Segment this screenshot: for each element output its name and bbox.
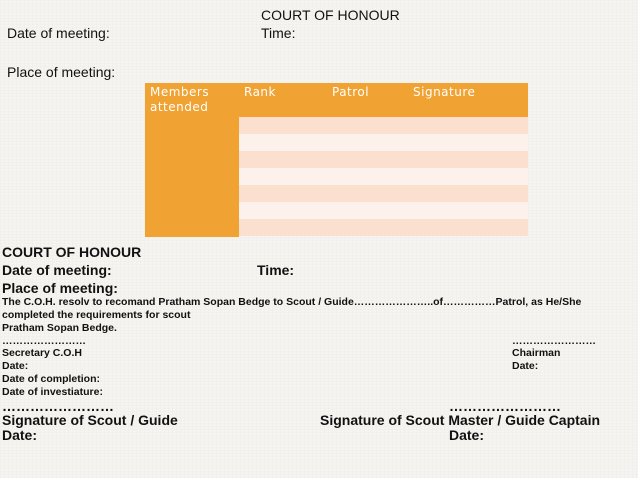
signature-dots-chairman: …………………… [512,335,596,347]
scout-date-label: Date: [2,427,38,443]
table-row [239,202,528,219]
table-row [239,117,528,134]
resolution-text-line-2: completed the requirements for scout [2,309,191,321]
scout-master-date-label: Date: [449,427,485,443]
header-rank: Rank [244,85,276,99]
table-row [239,219,528,236]
place-of-meeting-label-top: Place of meeting: [7,64,116,80]
signature-dots-secretary: …………………… [2,335,86,347]
table-row [239,151,528,168]
place-of-meeting-label-bottom: Place of meeting: [2,280,118,296]
secretary-date-label: Date: [2,360,29,372]
signature-scout-guide-label: Signature of Scout / Guide [2,412,178,428]
date-of-meeting-label-top: Date of meeting: [7,25,110,41]
signature-scout-master-label: Signature of Scout Master / Guide Captain [320,412,601,428]
chairman-label: Chairman [512,347,561,359]
signature-dots-scout-master: …………………… [449,398,561,414]
resolution-text-line-1: The C.O.H. resolv to recomand Pratham Sopan Bedge to Scout / Guide…………………..of……………Patrol, as He/She [2,296,582,308]
time-label-top: Time: [261,25,296,41]
resolution-text-line-3: Pratham Sopan Bedge. [2,322,117,334]
header-signature: Signature [413,85,476,99]
table-row [239,168,528,185]
table-row [239,134,528,151]
date-of-completion-label: Date of completion: [2,373,101,385]
header-patrol: Patrol [332,85,370,99]
date-of-investiature-label: Date of investiature: [2,386,103,398]
attendance-table [145,83,528,237]
secretary-label: Secretary C.O.H [2,347,82,359]
table-row [239,185,528,202]
chairman-date-label: Date: [512,360,539,372]
members-column [145,117,239,237]
date-of-meeting-label-bottom: Date of meeting: [2,262,112,278]
header-members-attended: Members attended [150,85,210,114]
time-label-bottom: Time: [257,262,295,278]
court-title-top: COURT OF HONOUR [261,7,400,23]
signature-dots-scout: …………………… [2,398,114,414]
court-title-bottom: COURT OF HONOUR [2,244,142,260]
